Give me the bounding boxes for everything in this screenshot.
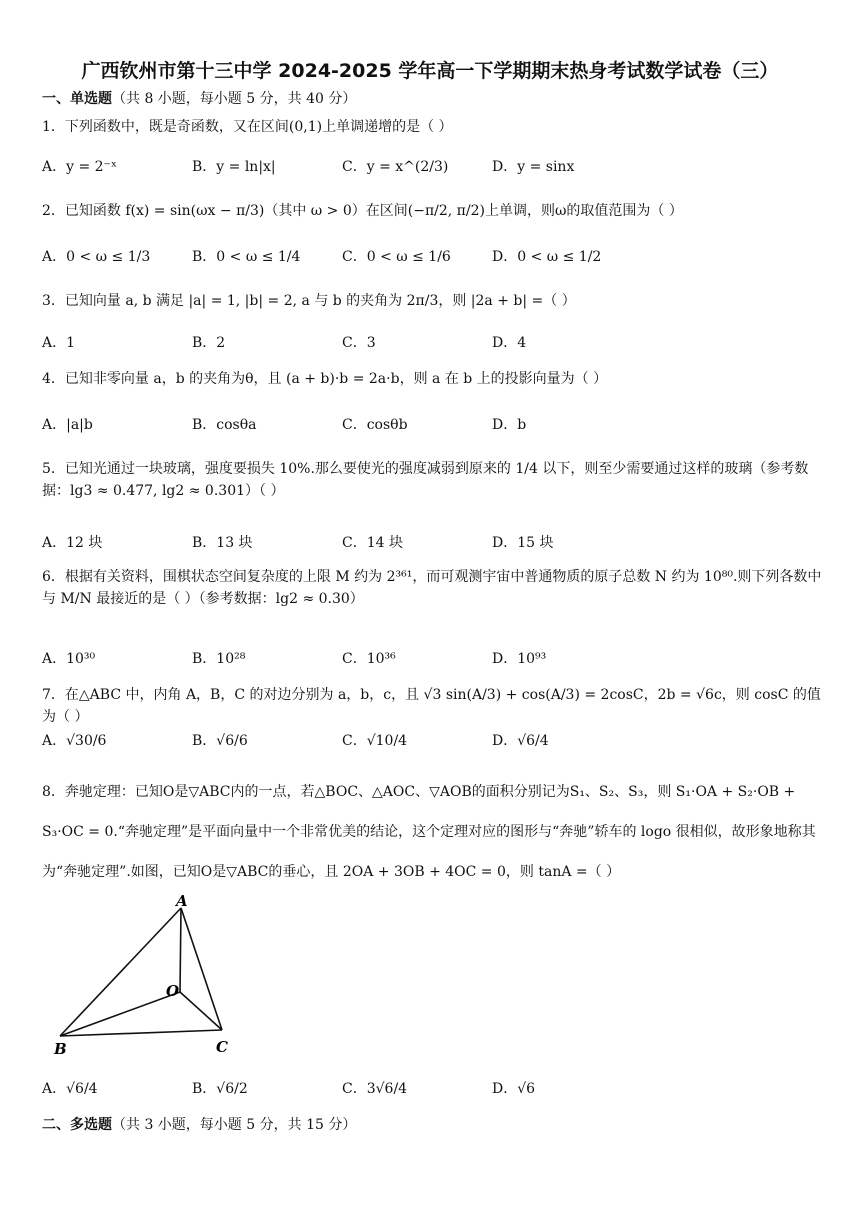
option-d[interactable]: D．b	[492, 417, 527, 433]
option-c[interactable]: C．√10/4	[342, 733, 408, 749]
vertex-label-o: O	[166, 982, 180, 1000]
options-8	[42, 1078, 822, 1100]
option-b[interactable]: B．2	[192, 335, 226, 351]
option-b[interactable]: B．√6/2	[192, 1081, 248, 1097]
option-c[interactable]: C．3	[342, 335, 376, 351]
option-d[interactable]: D．15 块	[492, 535, 554, 551]
question-7	[42, 684, 830, 728]
option-a[interactable]: A．0 < ω ≤ 1/3	[42, 249, 151, 265]
options-7	[42, 730, 822, 752]
question-6	[42, 566, 830, 610]
question-stem: 2．已知函数 f(x) = sin(ωx − π/3)（其中 ω > 0）在区间(−π/2, π/2)上单调，则ω的取值范围为（ ）	[42, 203, 683, 219]
option-c[interactable]: C．14 块	[342, 535, 403, 551]
question-4	[42, 368, 830, 390]
options-4	[42, 414, 822, 436]
vertex-label-c: C	[216, 1038, 228, 1056]
question-2	[42, 200, 830, 222]
option-d[interactable]: D．4	[492, 335, 527, 351]
triangle-figure	[40, 892, 250, 1062]
question-stem: 8．奔驰定理：已知O是▽ABC内的一点，若△BOC、△AOC、▽AOB的面积分别记为S₁、S₂、S₃，则 S₁·OA + S₂·OB + S₃·OC = 0.“奔驰定理”是平面向量中一个非常优美的结论，这个定理对应的图形与“奔驰”轿车的 logo 很相似，故形象地称其为“奔驰定理”.如图，已知O是▽ABC的垂心，且 2OA + 3OB + 4OC = 0，则 tanA =（ ）	[42, 784, 816, 880]
vertex-label-a: A	[176, 892, 188, 910]
option-c[interactable]: C．0 < ω ≤ 1/6	[342, 249, 451, 265]
option-b[interactable]: B．13 块	[192, 535, 253, 551]
options-6	[42, 648, 822, 670]
question-8	[42, 772, 830, 892]
options-5	[42, 532, 822, 554]
option-a[interactable]: A．√30/6	[42, 733, 107, 749]
section-info: （共 8 小题，每小题 5 分，共 40 分）	[112, 91, 357, 107]
option-c[interactable]: C．cosθb	[342, 417, 408, 433]
option-b[interactable]: B．√6/6	[192, 733, 248, 749]
question-5	[42, 458, 830, 502]
options-3	[42, 332, 822, 354]
option-a[interactable]: A．y = 2⁻ˣ	[42, 159, 117, 175]
options-2	[42, 246, 822, 268]
option-a[interactable]: A．10³⁰	[42, 651, 96, 667]
question-stem: 3．已知向量 a, b 满足 |a| = 1, |b| = 2, a 与 b 的夹角为 2π/3，则 |2a + b| =（ ）	[42, 293, 576, 309]
question-stem: 1．下列函数中，既是奇函数，又在区间(0,1)上单调递增的是（ ）	[42, 119, 453, 135]
section-header-single-choice	[42, 88, 356, 108]
option-a[interactable]: A．12 块	[42, 535, 103, 551]
question-1	[42, 116, 830, 138]
option-b[interactable]: B．cosθa	[192, 417, 257, 433]
option-d[interactable]: D．10⁹³	[492, 651, 547, 667]
option-c[interactable]: C．3√6/4	[342, 1081, 408, 1097]
question-stem: 5．已知光通过一块玻璃，强度要损失 10%.那么要使光的强度减弱到原来的 1/4 以下，则至少需要通过这样的玻璃（参考数据：lg3 ≈ 0.477, lg2 ≈ 0.301）（ ）	[42, 461, 809, 499]
question-3	[42, 290, 830, 312]
vertex-label-b: B	[54, 1040, 67, 1058]
section-header-multi-choice	[42, 1114, 356, 1134]
options-1	[42, 156, 822, 178]
option-c[interactable]: C．10³⁶	[342, 651, 396, 667]
section-name: 一、单选题	[42, 91, 112, 107]
section-name: 二、多选题	[42, 1117, 112, 1133]
question-stem: 4．已知非零向量 a，b 的夹角为θ，且 (a + b)·b = 2a·b，则 a 在 b 上的投影向量为（ ）	[42, 371, 608, 387]
question-stem: 7．在△ABC 中，内角 A，B，C 的对边分别为 a，b，c，且 √3 sin(A/3) + cos(A/3) = 2cosC，2b = √6c，则 cosC 的值为（ ）	[42, 687, 821, 725]
option-c[interactable]: C．y = x^(2/3)	[342, 159, 449, 175]
option-d[interactable]: D．y = sinx	[492, 159, 575, 175]
option-b[interactable]: B．y = ln|x|	[192, 159, 276, 175]
option-d[interactable]: D．0 < ω ≤ 1/2	[492, 249, 602, 265]
option-b[interactable]: B．10²⁸	[192, 651, 246, 667]
section-info: （共 3 小题，每小题 5 分，共 15 分）	[112, 1117, 357, 1133]
option-d[interactable]: D．√6/4	[492, 733, 549, 749]
option-a[interactable]: A．|a|b	[42, 417, 93, 433]
page-title: 广西钦州市第十三中学 2024-2025 学年高一下学期期末热身考试数学试卷（三）	[81, 60, 779, 82]
option-b[interactable]: B．0 < ω ≤ 1/4	[192, 249, 301, 265]
question-stem: 6．根据有关资料，围棋状态空间复杂度的上限 M 约为 2³⁶¹，而可观测宇宙中普通物质的原子总数 N 约为 10⁸⁰.则下列各数中与 M/N 最接近的是（ ）（参考数据：lg2 ≈ 0.30）	[42, 569, 822, 607]
option-d[interactable]: D．√6	[492, 1081, 536, 1097]
option-a[interactable]: A．√6/4	[42, 1081, 98, 1097]
option-a[interactable]: A．1	[42, 335, 76, 351]
